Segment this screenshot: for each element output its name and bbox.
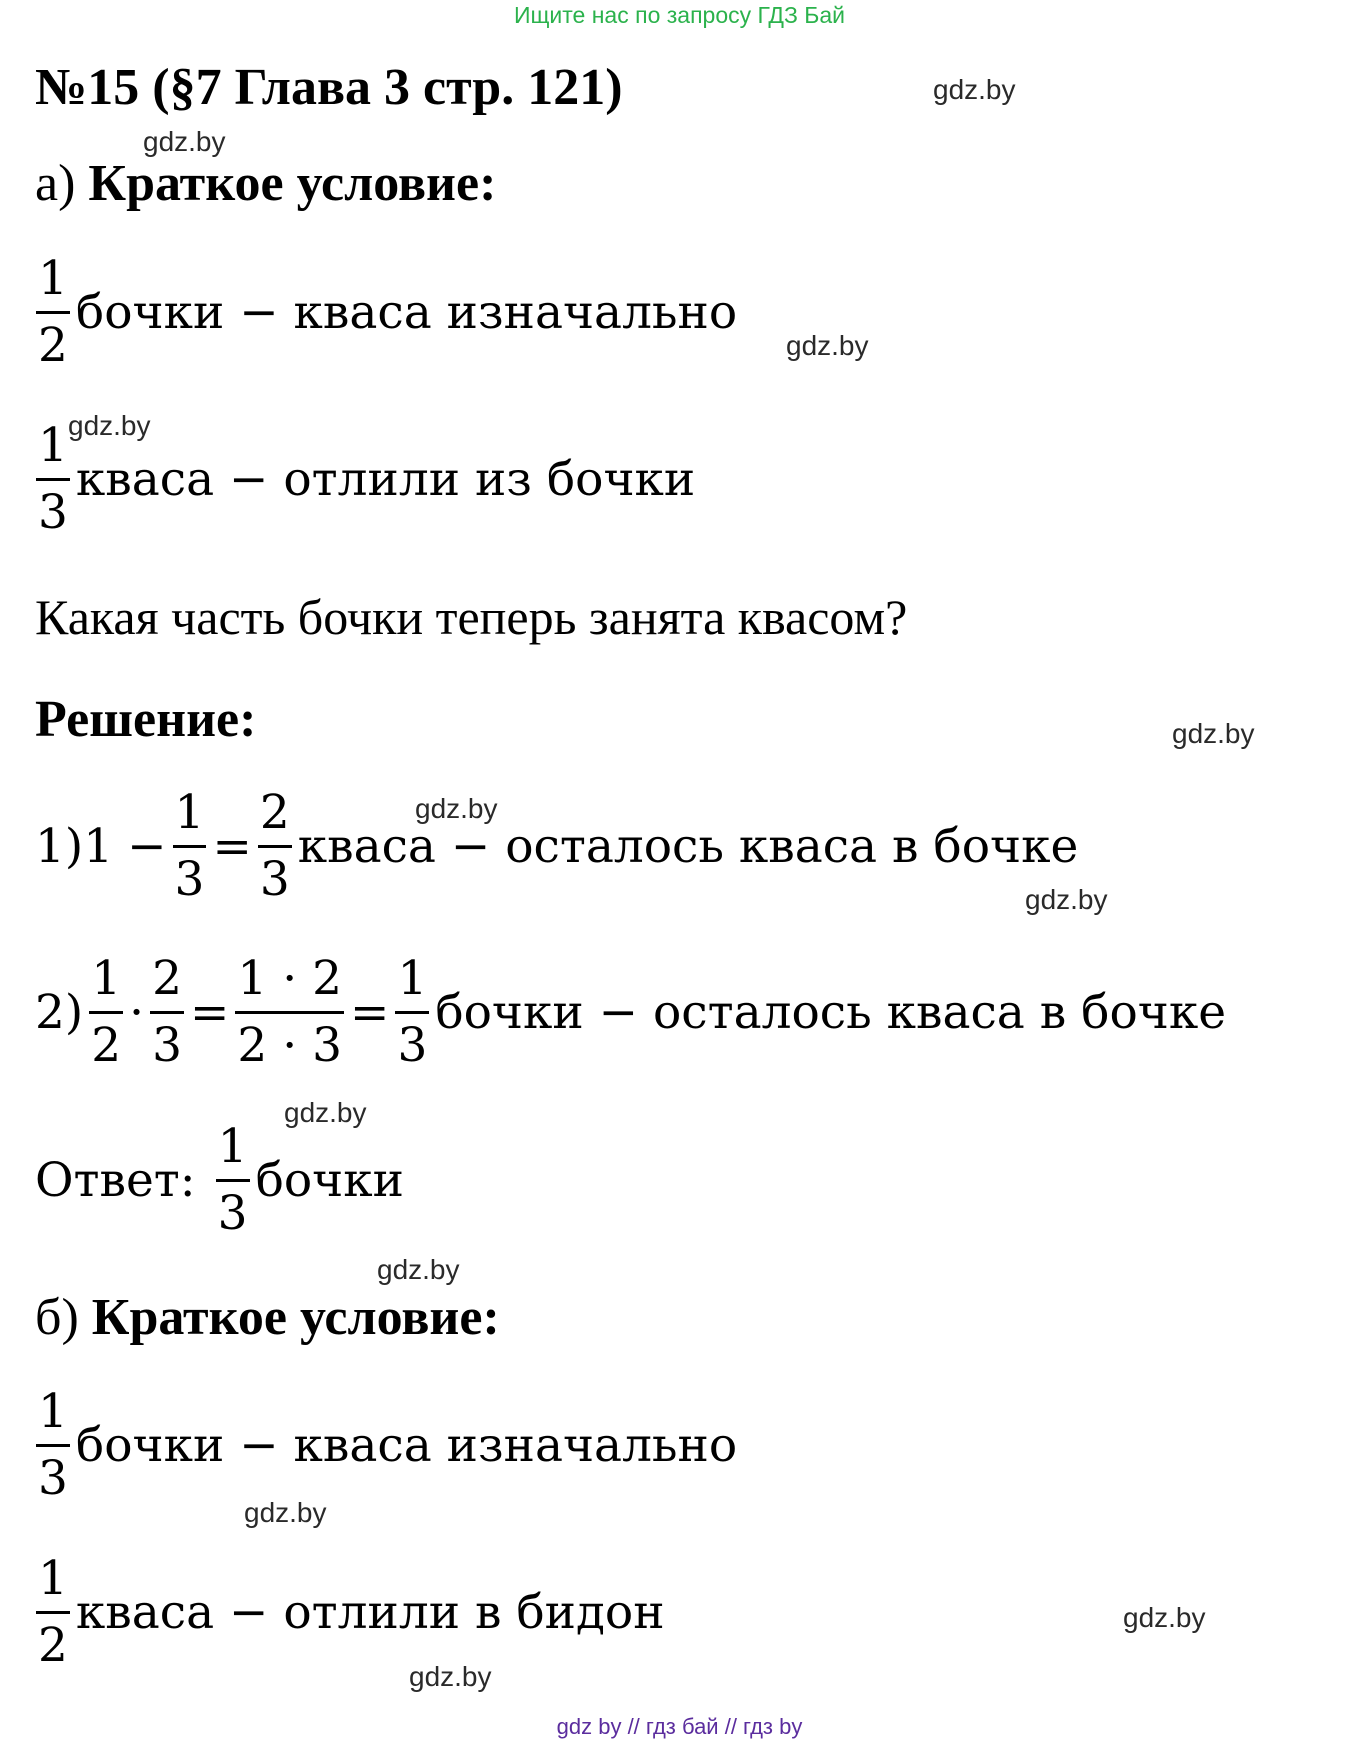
numerator: 1 · 2 — [237, 951, 343, 1006]
watermark: gdz.by — [143, 126, 226, 157]
denominator: 3 — [397, 1018, 428, 1073]
part-b-heading — [35, 1288, 500, 1347]
numerator: 1 — [174, 785, 205, 840]
condition-text: бочки − кваса изначально — [75, 284, 738, 340]
condition-text: кваса − отлили в бидон — [75, 1584, 665, 1640]
numerator: 1 — [397, 951, 428, 1006]
whole-number: 1 — [83, 818, 114, 874]
watermark: gdz.by — [1123, 1602, 1206, 1633]
equals-sign: = — [190, 984, 230, 1040]
fraction — [258, 785, 292, 907]
step-label: 1) — [35, 818, 84, 874]
watermark: gdz.by — [1025, 884, 1108, 915]
part-a-condition-1 — [30, 251, 738, 373]
watermark: gdz.by — [1172, 718, 1255, 749]
fraction-bar — [36, 311, 70, 314]
footer-links[interactable]: gdz by // гдз бай // гдз by — [556, 1714, 803, 1739]
denominator: 2 · 3 — [237, 1018, 343, 1073]
step-text: кваса − осталось кваса в бочке — [297, 818, 1079, 874]
numerator: 1 — [38, 418, 68, 473]
part-a-condition-2 — [30, 418, 696, 540]
watermark: gdz.by — [933, 74, 1016, 105]
numerator: 1 — [217, 1119, 248, 1174]
part-b-prefix: б) — [35, 1289, 79, 1346]
denominator: 3 — [152, 1018, 183, 1073]
multiply-sign: · — [129, 984, 145, 1040]
fraction — [36, 1551, 70, 1673]
fraction — [216, 1119, 250, 1241]
numerator: 1 — [91, 951, 122, 1006]
equals-sign: = — [212, 818, 252, 874]
denominator: 3 — [174, 852, 205, 907]
page-title: №15 (§7 Глава 3 стр. 121) — [35, 59, 623, 116]
fraction — [36, 418, 70, 540]
fraction — [235, 951, 344, 1073]
numerator: 1 — [38, 1551, 68, 1606]
fraction — [36, 251, 70, 373]
part-b-heading-text: Краткое условие: — [91, 1289, 500, 1346]
fraction-bar — [89, 1011, 123, 1014]
watermark: gdz.by — [377, 1254, 460, 1285]
denominator: 3 — [259, 852, 290, 907]
fraction — [150, 951, 184, 1073]
denominator: 2 — [91, 1018, 122, 1073]
fraction-bar — [395, 1011, 429, 1014]
denominator: 3 — [38, 1451, 68, 1506]
solution-step-2 — [35, 951, 1227, 1073]
fraction-bar — [235, 1011, 344, 1014]
fraction-bar — [36, 1611, 70, 1614]
watermark: gdz.by — [409, 1661, 492, 1692]
part-b-condition-2 — [30, 1551, 665, 1673]
watermark: gdz.by — [68, 410, 151, 441]
condition-text: кваса − отлили из бочки — [75, 451, 696, 507]
fraction-bar — [216, 1179, 250, 1182]
search-banner[interactable]: Ищите нас по запросу ГДЗ Бай — [513, 2, 846, 28]
part-b-condition-1 — [30, 1384, 738, 1506]
solution-label: Решение: — [35, 691, 257, 748]
part-a-question: Какая часть бочки теперь занята квасом? — [35, 589, 908, 645]
fraction-bar — [36, 478, 70, 481]
denominator: 2 — [38, 318, 68, 373]
minus-sign: − — [127, 818, 167, 874]
numerator: 2 — [259, 785, 290, 840]
step-label: 2) — [35, 984, 84, 1040]
part-a-heading — [35, 154, 496, 213]
watermark: gdz.by — [244, 1497, 327, 1528]
fraction-bar — [36, 1444, 70, 1447]
watermark: gdz.by — [786, 330, 869, 361]
fraction-bar — [258, 845, 292, 848]
denominator: 3 — [38, 485, 68, 540]
denominator: 3 — [217, 1186, 248, 1241]
fraction — [395, 951, 429, 1073]
part-a-heading-text: Краткое условие: — [88, 155, 497, 212]
numerator: 1 — [38, 1384, 68, 1439]
equals-sign: = — [350, 984, 390, 1040]
step-text: бочки − осталось кваса в бочке — [435, 984, 1227, 1040]
fraction-bar — [173, 845, 207, 848]
denominator: 2 — [38, 1618, 68, 1673]
condition-text: бочки − кваса изначально — [75, 1417, 738, 1473]
fraction — [36, 1384, 70, 1506]
answer-label: Ответ: — [35, 1152, 196, 1208]
fraction-bar — [150, 1011, 184, 1014]
answer — [35, 1119, 404, 1241]
fraction — [173, 785, 207, 907]
solution-step-1 — [35, 785, 1079, 907]
fraction — [89, 951, 123, 1073]
numerator: 1 — [38, 251, 68, 306]
watermark: gdz.by — [415, 793, 498, 824]
numerator: 2 — [152, 951, 183, 1006]
part-a-prefix: а) — [35, 155, 76, 212]
answer-text: бочки — [255, 1152, 404, 1208]
watermark: gdz.by — [284, 1097, 367, 1128]
